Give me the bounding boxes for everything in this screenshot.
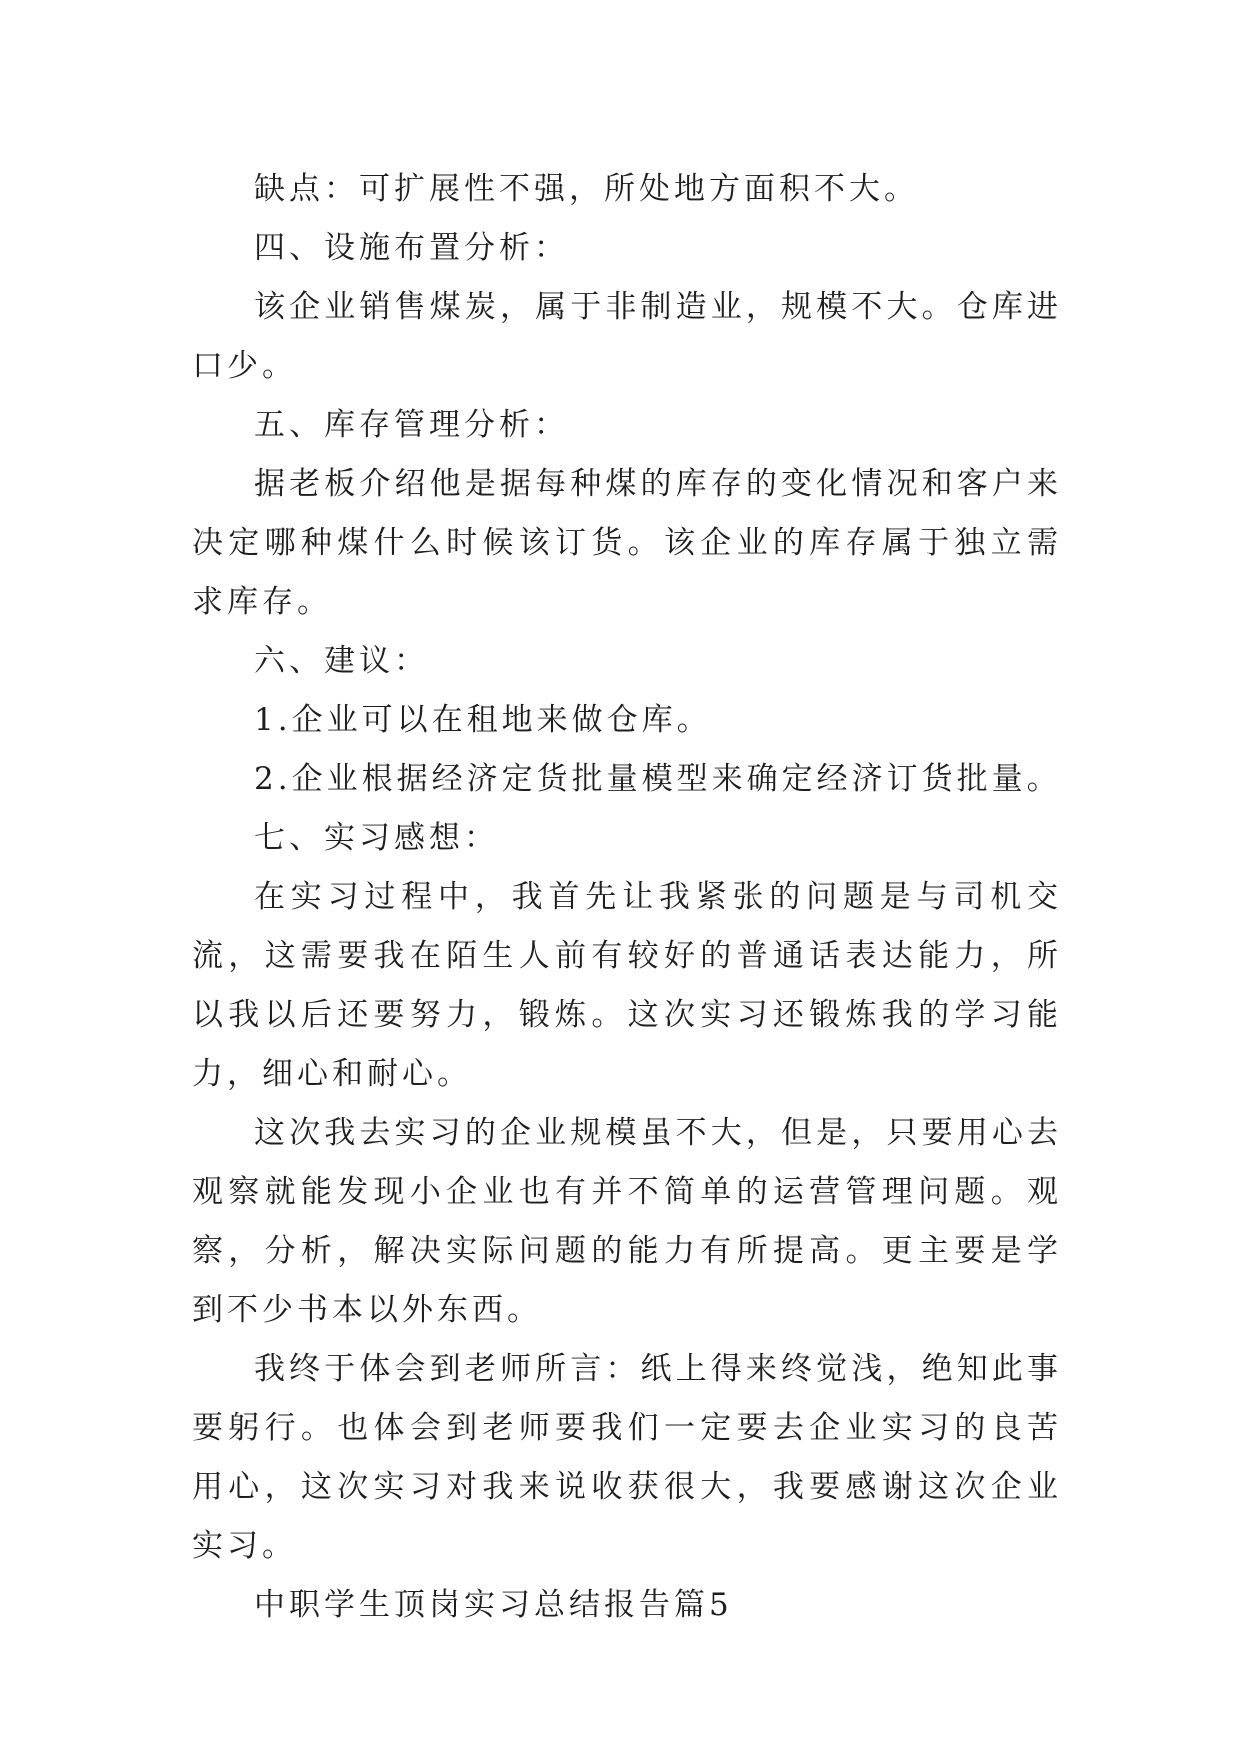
paragraph-facility-layout: 该企业销售煤炭，属于非制造业，规模不大。仓库进口少。 xyxy=(192,289,1062,384)
paragraph-inventory-management: 据老板介绍他是据每种煤的库存的变化情况和客户来决定哪种煤什么时候该订货。该企业的库存属于独立需求库存。 xyxy=(192,466,1062,620)
suggestion-item-2: 2.企业根据经济定货批量模型来确定经济订货批量。 xyxy=(254,761,1062,797)
paragraph-reflection-2: 这次我去实习的企业规模虽不大，但是，只要用心去观察就能发现小企业也有并不简单的运营管理问题。观察，分析，解决实际问题的能力有所提高。更主要是学到不少书本以外东西。 xyxy=(192,1115,1062,1328)
heading-facility-layout: 四、设施布置分析： xyxy=(254,230,569,266)
paragraph-reflection-1: 在实习过程中，我首先让我紧张的问题是与司机交流，这需要我在陌生人前有较好的普通话表达能力，所以我以后还要努力，锻炼。这次实习还锻炼我的学习能力，细心和耐心。 xyxy=(192,879,1062,1092)
document-body xyxy=(192,160,1062,1635)
heading-internship-reflection: 七、实习感想： xyxy=(254,820,499,856)
section-title-next: 中职学生顶岗实习总结报告篇5 xyxy=(254,1587,733,1623)
heading-inventory-management: 五、库存管理分析： xyxy=(254,407,569,443)
heading-suggestions: 六、建议： xyxy=(254,643,429,679)
suggestion-item-1: 1.企业可以在租地来做仓库。 xyxy=(254,702,712,738)
paragraph-reflection-3: 我终于体会到老师所言：纸上得来终觉浅，绝知此事要躬行。也体会到老师要我们一定要去企业实习的良苦用心，这次实习对我来说收获很大，我要感谢这次企业实习。 xyxy=(192,1351,1062,1564)
paragraph-disadvantage: 缺点：可扩展性不强，所处地方面积不大。 xyxy=(254,171,919,207)
